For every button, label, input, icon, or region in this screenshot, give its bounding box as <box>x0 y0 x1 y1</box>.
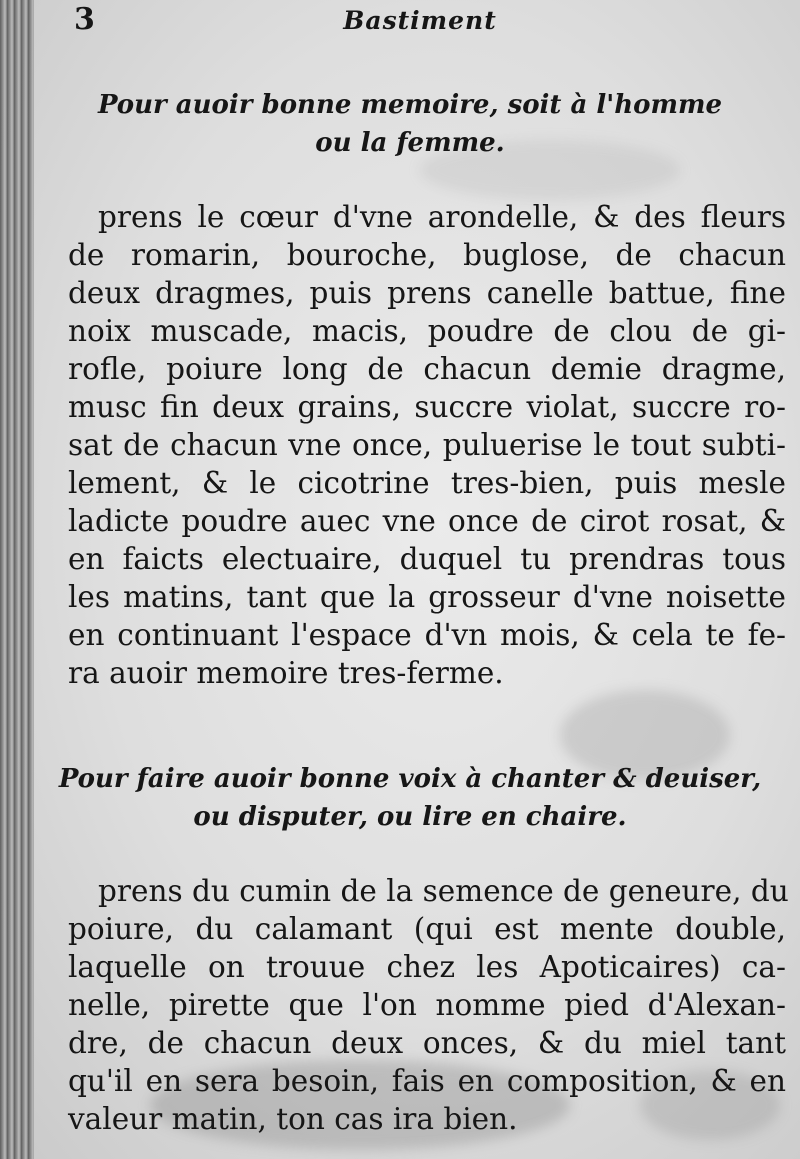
text-line: en faicts electuaire, duquel tu prendras tous <box>68 542 786 576</box>
text-line: valeur matin, ton cas ira bien. <box>68 1102 518 1136</box>
text-line: de romarin, bouroche, buglose, de chacun <box>68 238 786 272</box>
recipe-paragraph <box>68 198 786 692</box>
heading-line: Pour auoir bonne memoire, soit à l'homme <box>97 90 723 120</box>
heading-line: ou disputer, ou lire en chaire. <box>193 802 627 832</box>
text-line: ladicte poudre auec vne once de cirot rosat, & <box>68 504 786 538</box>
text-line: poiure, du calamant (qui est mente double, <box>68 912 786 946</box>
heading-line: Pour faire auoir bonne voix à chanter & deuiser, <box>58 764 762 794</box>
text-line: rofle, poiure long de chacun demie dragme, <box>68 352 786 386</box>
section-heading <box>40 760 780 836</box>
text-line: en continuant l'espace d'vn mois, & cela te fe- <box>68 618 786 652</box>
text-line: prens le cœur d'vne arondelle, & des fleurs <box>98 200 786 234</box>
text-line: sat de chacun vne once, puluerise le tout subti- <box>68 428 786 462</box>
text-line: musc fin deux grains, succre violat, succre ro- <box>68 390 786 424</box>
text-line: laquelle on trouue chez les Apoticaires) ca- <box>68 950 786 984</box>
page-number: 3 <box>74 2 95 37</box>
text-line: noix muscade, macis, poudre de clou de gi- <box>68 314 786 348</box>
text-line: dre, de chacun deux onces, & du miel tant <box>68 1026 786 1060</box>
running-title: Bastiment <box>343 6 497 35</box>
text-line: ra auoir memoire tres-ferme. <box>68 656 504 690</box>
book-binding-edge <box>0 0 34 1159</box>
heading-line: ou la femme. <box>315 128 505 158</box>
text-line: qu'il en sera besoin, fais en composition, & en <box>68 1064 786 1098</box>
text-line: lement, & le cicotrine tres-bien, puis mesle <box>68 466 786 500</box>
recipe-paragraph <box>68 872 789 1138</box>
text-line: nelle, pirette que l'on nomme pied d'Alexan- <box>68 988 786 1022</box>
text-line: les matins, tant que la grosseur d'vne noisette <box>68 580 786 614</box>
text-line: deux dragmes, puis prens canelle battue, fine <box>68 276 786 310</box>
text-line: prens du cumin de la semence de geneure, du <box>98 874 789 908</box>
section-heading <box>40 86 780 162</box>
